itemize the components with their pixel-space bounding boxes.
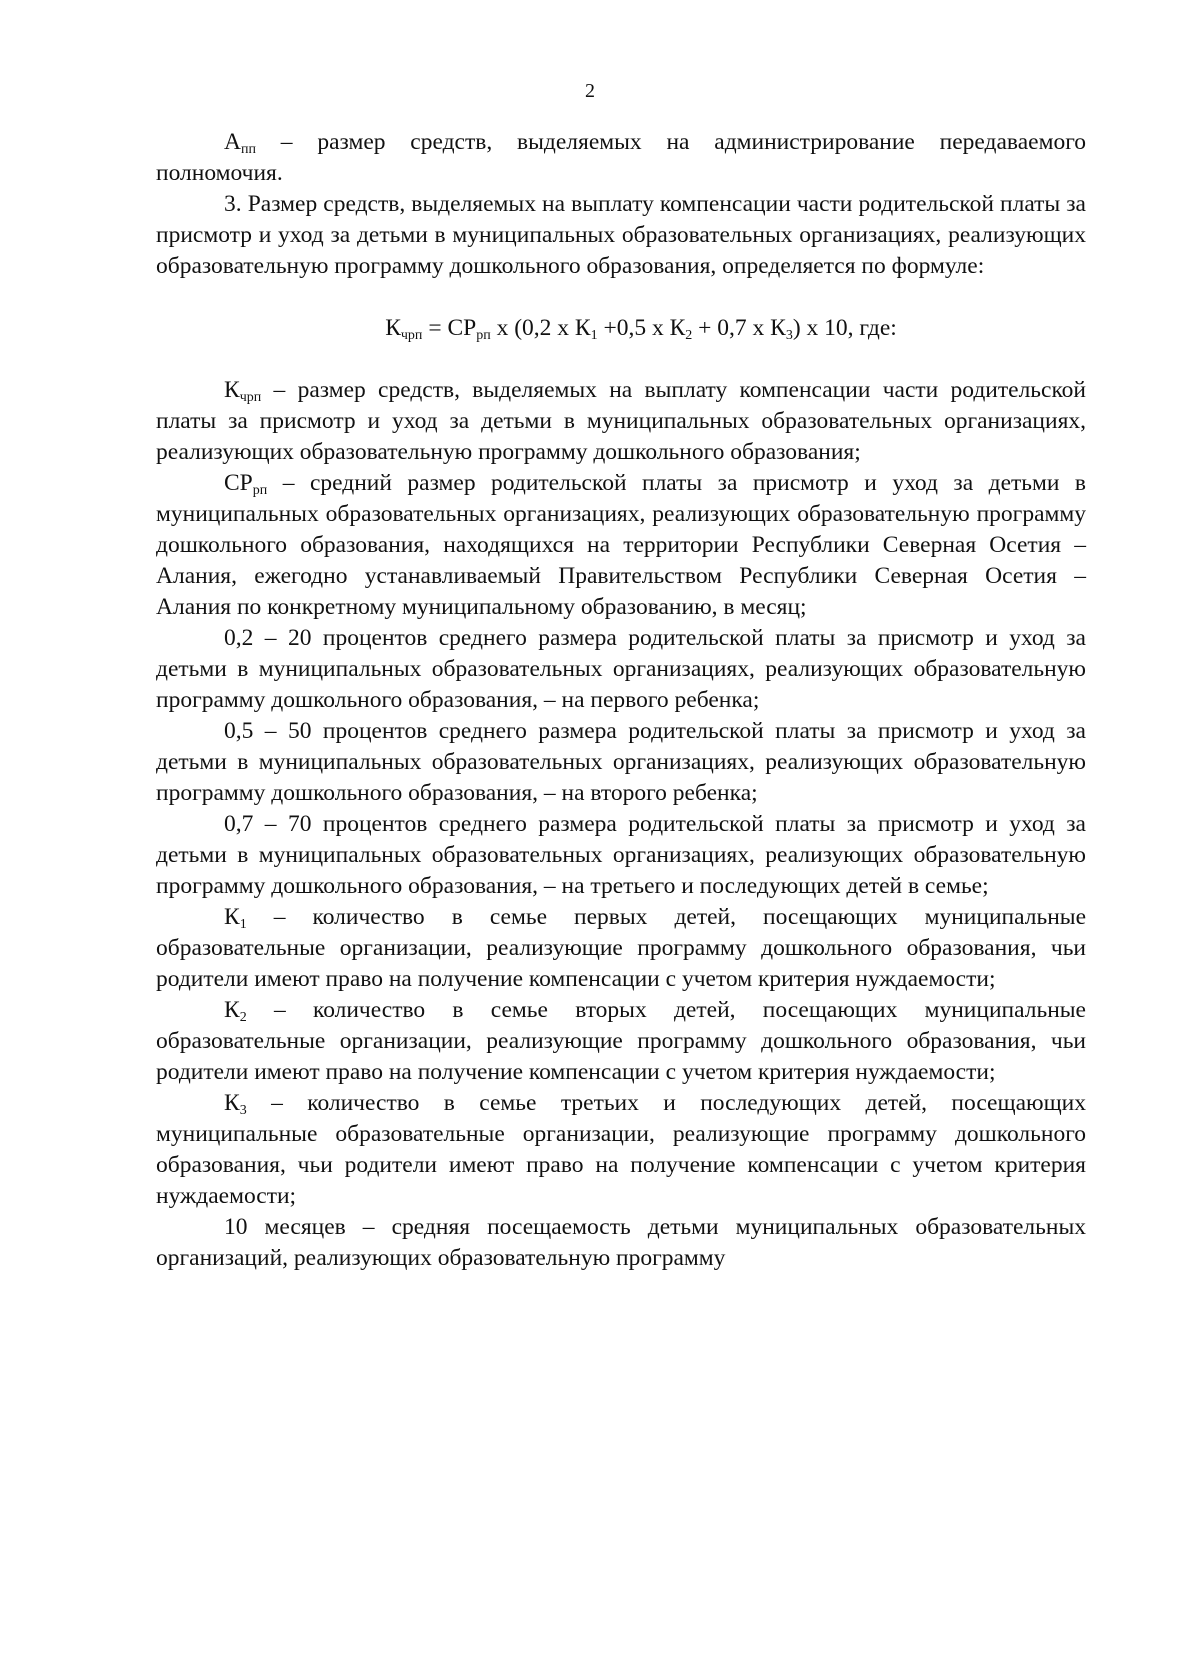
definition-k1 [156, 902, 1086, 995]
definition-text: – количество в семье первых детей, посещающих муниципальные образовательные организации, реализующие программу дошкольного образования, чьи родители имеют право на получение компенсации с учетом критерия нуждаемости; [156, 904, 1086, 992]
formula [156, 313, 1086, 344]
symbol: К [224, 904, 240, 930]
formula-subscript: чрп [400, 328, 423, 343]
paragraph-a-pp [156, 127, 1086, 189]
symbol: СР [224, 470, 253, 496]
formula-part: + 0,7 x К [692, 315, 786, 341]
definition-text: – средний размер родительской платы за присмотр и уход за детьми в муниципальных образовательных организациях, реализующих образовательную программу дошкольного образования, находящихся на территории Республики Северная Осетия – Алания, ежегодно устанавливаемый Правительством Республики Северная Осетия – Алания по конкретному муниципальному образованию, в месяц; [156, 470, 1086, 620]
symbol-subscript: 1 [239, 917, 247, 932]
definition-text: – размер средств, выделяемых на выплату компенсации части родительской платы за присмотр и уход за детьми в муниципальных образовательных организациях, реализующих образовательную программу дошкольного образования; [156, 377, 1086, 465]
symbol: А [224, 129, 241, 155]
page-number: 2 [585, 80, 595, 102]
definition-k2 [156, 995, 1086, 1088]
symbol-subscript: рп [252, 483, 268, 498]
symbol: К [224, 997, 240, 1023]
formula-subscript: рп [476, 328, 491, 343]
definition-text: – количество в семье третьих и последующих детей, посещающих муниципальные образовательные организации, реализующие программу дошкольного образования, чьи родители имеют право на получение компенсации с учетом критерия нуждаемости; [156, 1090, 1086, 1209]
definition-text: – количество в семье вторых детей, посещающих муниципальные образовательные организации, реализующие программу дошкольного образования, чьи родители имеют право на получение компенсации с учетом критерия нуждаемости; [156, 997, 1086, 1085]
formula-part: ) x 10, где: [792, 315, 897, 341]
definition-coef-02: 0,2 – 20 процентов среднего размера родительской платы за присмотр и уход за детьми в муниципальных образовательных организациях, реализующих образовательную программу дошкольного образования, – на первого ребенка; [156, 625, 1086, 713]
definition-cp-rp [156, 468, 1086, 623]
formula-subscript: 2 [685, 328, 693, 343]
definition-coef-07: 0,7 – 70 процентов среднего размера родительской платы за присмотр и уход за детьми в муниципальных образовательных организациях, реализующих образовательную программу дошкольного образования, – на третьего и последующих детей в семье; [156, 811, 1086, 899]
symbol-subscript: чрп [239, 390, 262, 405]
paragraph-text: – размер средств, выделяемых на администрирование передаваемого полномочия. [156, 129, 1086, 186]
formula-part: x (0,2 x К [490, 315, 591, 341]
definition-k-chrp [156, 375, 1086, 468]
symbol: К [224, 377, 240, 403]
definition-10-months: 10 месяцев – средняя посещаемость детьми муниципальных образовательных организаций, реализующих образовательную программу [156, 1214, 1086, 1271]
symbol-subscript: 3 [239, 1103, 247, 1118]
formula-subscript: 3 [785, 328, 793, 343]
paragraph-item-3: 3. Размер средств, выделяемых на выплату компенсации части родительской платы за присмотр и уход за детьми в муниципальных образовательных организациях, реализующих образовательную программу дошкольного образования, определяется по формуле: [156, 191, 1086, 279]
symbol-subscript: 2 [239, 1010, 247, 1025]
document-body [156, 127, 1086, 1274]
formula-part: = СР [422, 315, 477, 341]
symbol: К [224, 1090, 240, 1116]
symbol-subscript: пп [240, 142, 256, 157]
formula-subscript: 1 [590, 328, 598, 343]
formula-part: +0,5 x К [597, 315, 686, 341]
definition-coef-05: 0,5 – 50 процентов среднего размера родительской платы за присмотр и уход за детьми в муниципальных образовательных организациях, реализующих образовательную программу дошкольного образования, – на второго ребенка; [156, 718, 1086, 806]
formula-k-chrp: К [385, 315, 401, 341]
definition-k3 [156, 1088, 1086, 1212]
